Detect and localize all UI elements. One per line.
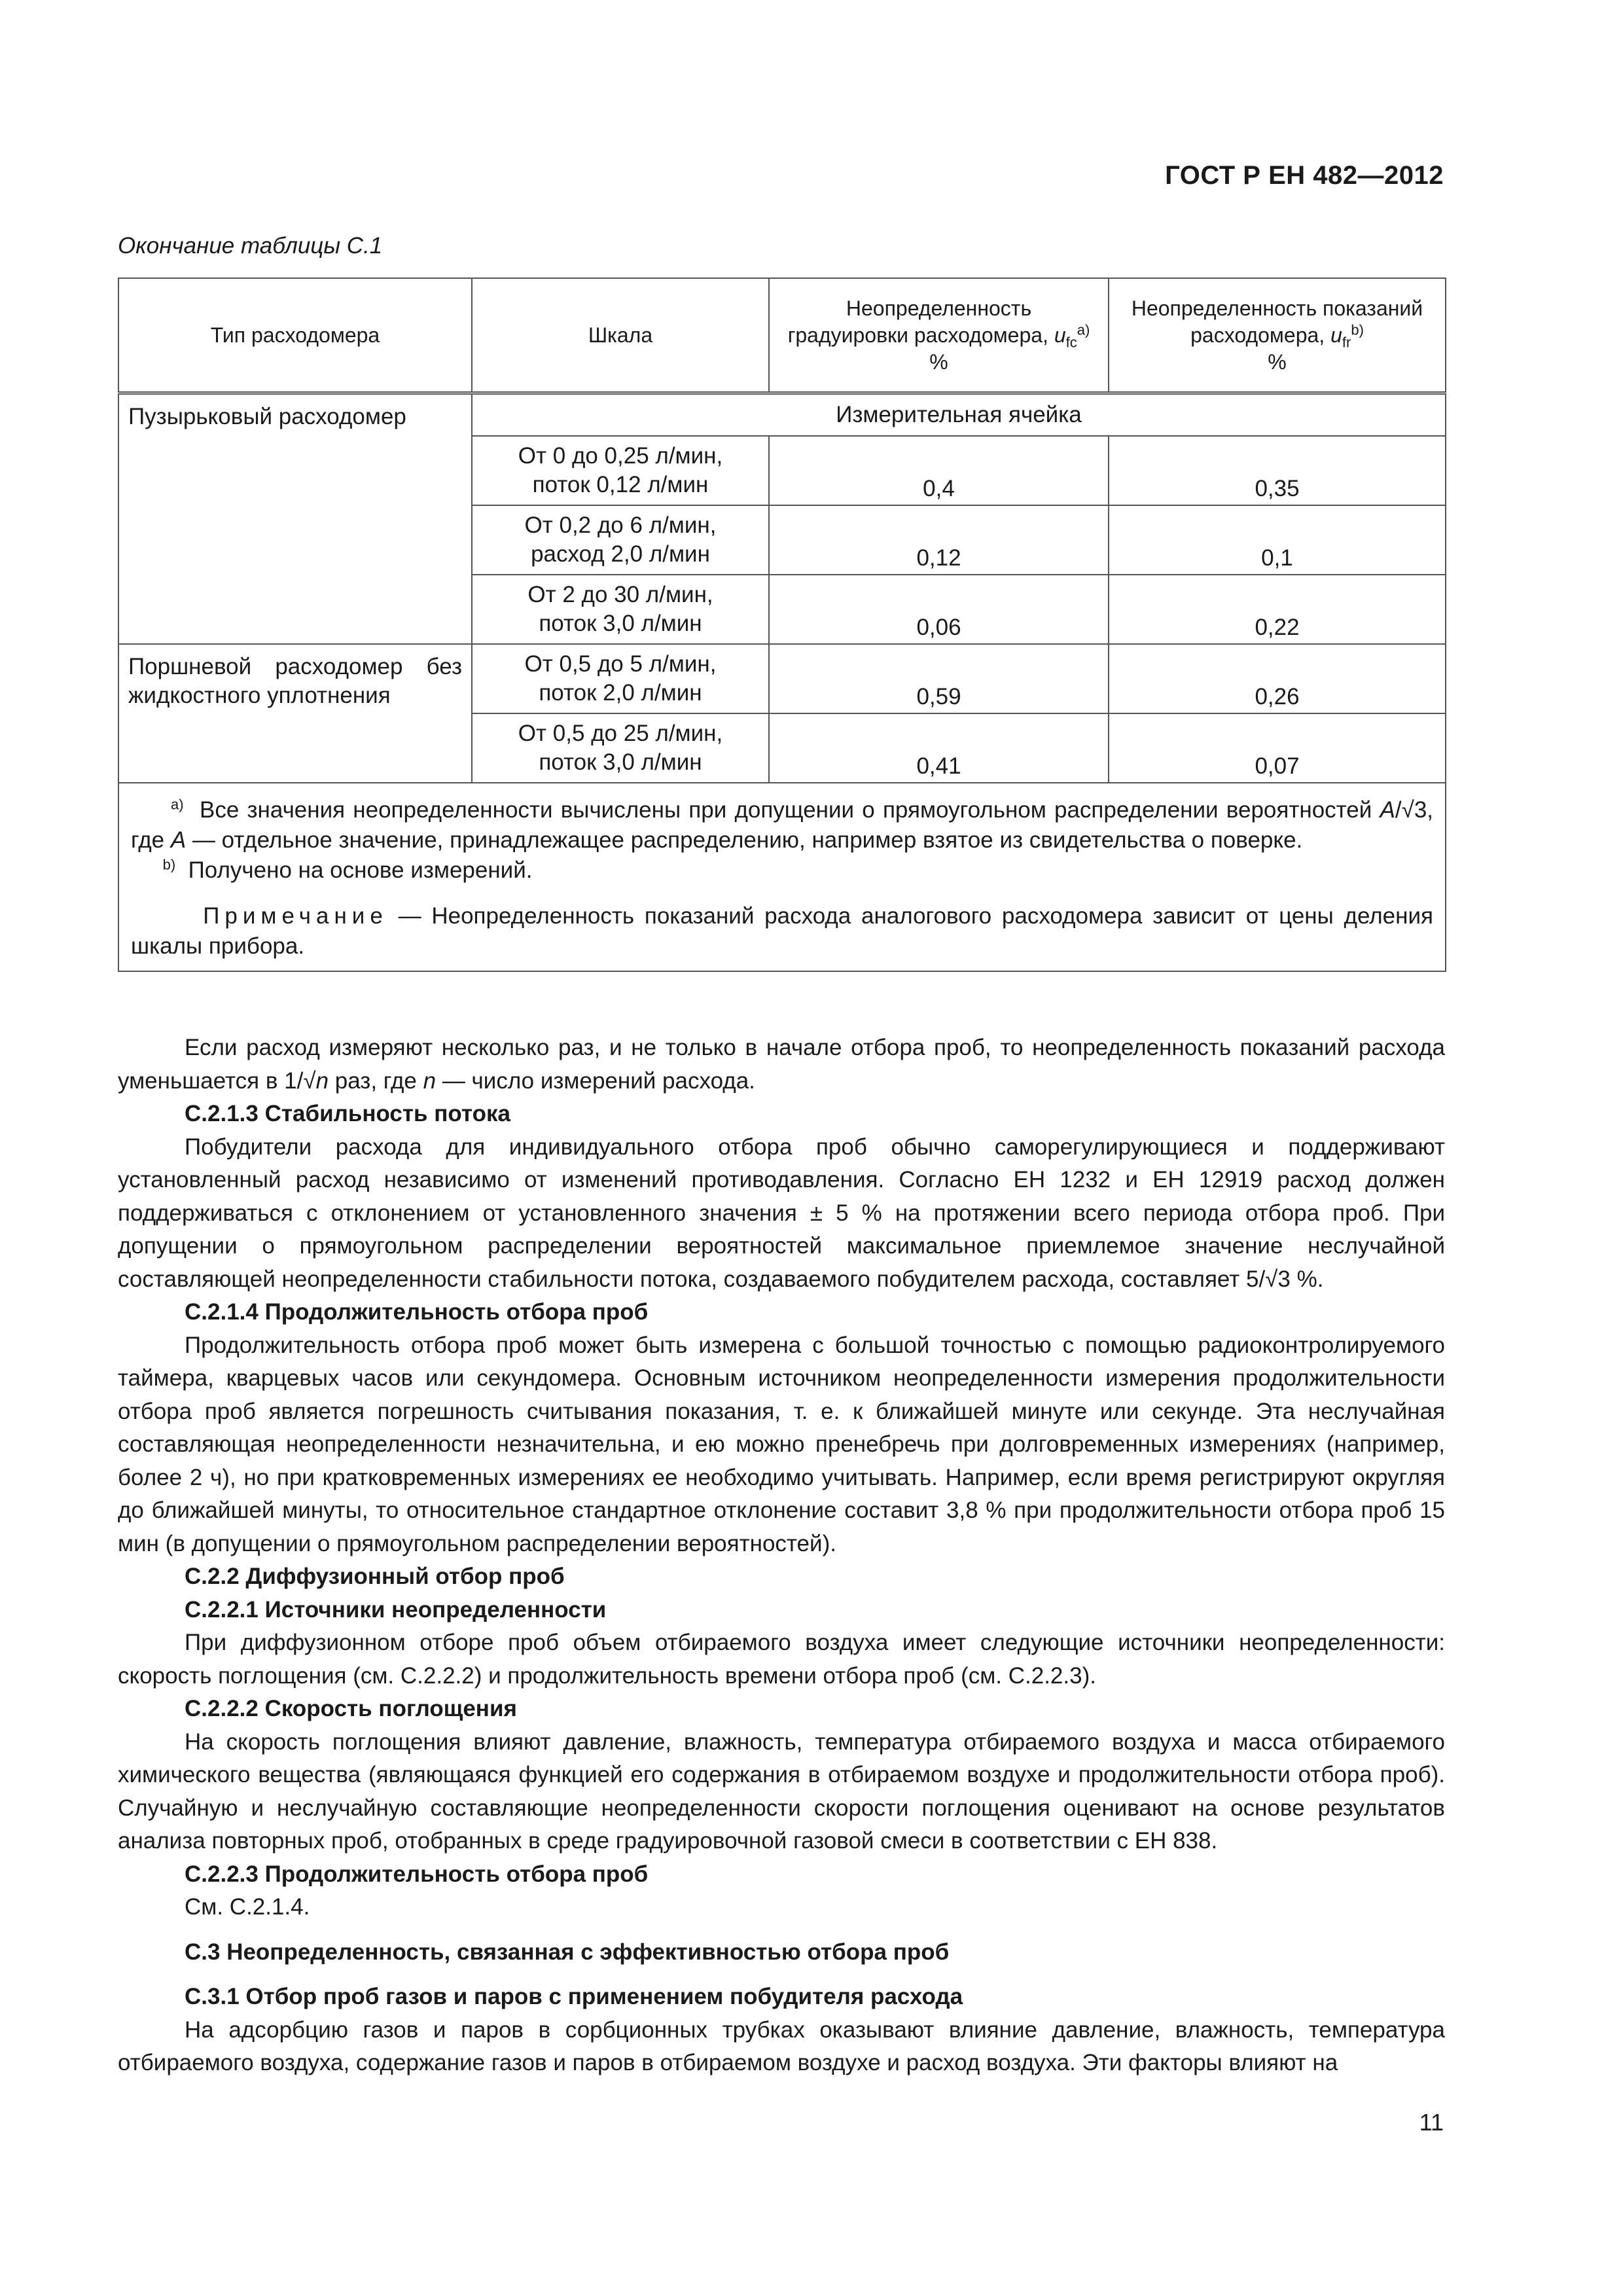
calib-footnote-ref: a) <box>1077 321 1090 338</box>
table-note <box>131 901 1433 961</box>
footnote-a <box>131 795 1433 855</box>
reading-value: 0,22 <box>1109 575 1446 644</box>
paragraph: См. С.2.1.4. <box>185 1894 310 1920</box>
calib-symbol: u <box>1054 323 1066 347</box>
page-number: 11 <box>1419 2109 1444 2136</box>
footnote-a-text: Все значения неопределенности вычислены при допущении о прямоугольном распределении вероятностей <box>199 797 1380 823</box>
col-header-calibration <box>769 278 1109 393</box>
calib-value: 0,12 <box>769 505 1109 575</box>
calib-value: 0,4 <box>769 436 1109 505</box>
footnote-a-text: — отдельное значение, принадлежащее распределению, например взятое из свидетельства о поверке. <box>186 827 1303 853</box>
scale-line: От 2 до 30 л/мин, <box>527 582 713 607</box>
table-row <box>118 644 1446 713</box>
table-caption: Окончание таблицы С.1 <box>118 233 383 259</box>
paragraph <box>118 1031 1445 1098</box>
footnote-b-text: Получено на основе измерений. <box>188 857 533 883</box>
paragraph-text: Если расход измеряют несколько раз, и не только в начале отбора проб, то неопределенность показаний расхода уменьшается в 1/√ <box>118 1035 1445 1094</box>
body-text <box>118 1031 1445 2080</box>
calib-unit: % <box>929 350 948 374</box>
paragraph: На скорость поглощения влияют давление, влажность, температура отбираемого воздуха и масса отбираемого химического вещества (являющаяся функцией его содержания в отбираемом воздухе и продолжительности отбора проб). Случайную и неслучайную составляющие неопределенности скорости поглощения оценивают на основе результатов анализа повторных проб, отобранных в среде градуировочной газовой смеси в соответствии с ЕН 838. <box>118 1729 1445 1854</box>
scale-line: поток 0,12 л/мин <box>532 472 709 497</box>
footnote-a-symbol: A <box>1380 797 1395 823</box>
read-header-line2: расходомера, <box>1190 323 1331 347</box>
section-heading: С.2.1.3 Стабильность потока <box>185 1101 510 1126</box>
footnote-a-symbol: A <box>170 827 187 853</box>
reading-value: 0,1 <box>1109 505 1446 575</box>
scale-line: расход 2,0 л/мин <box>531 541 710 567</box>
document-code: ГОСТ Р ЕН 482—2012 <box>1165 161 1444 190</box>
scale-line: поток 3,0 л/мин <box>539 611 702 636</box>
calib-header-line2: градуировки расходомера, <box>787 323 1054 347</box>
scale-line: От 0,2 до 6 л/мин, <box>524 512 717 538</box>
scale-cell <box>472 713 769 783</box>
scale-line: поток 3,0 л/мин <box>539 749 702 775</box>
scale-cell <box>472 436 769 505</box>
reading-value: 0,26 <box>1109 644 1446 713</box>
flowmeter-type-bubble: Пузырьковый расходомер <box>118 393 472 645</box>
scale-line: поток 2,0 л/мин <box>539 680 702 706</box>
section-heading: С.3.1 Отбор проб газов и паров с применением побудителя расхода <box>185 1984 963 2009</box>
paragraph: Побудители расхода для индивидуального отбора проб обычно саморегулирующиеся и поддерживают установленный расход независимо от изменений противодавления. Согласно ЕН 1232 и ЕН 12919 расход должен поддерживаться с отклонением от установленного значения ± 5 % на протяжении всего периода отбора проб. При допущении о прямоугольном распределении вероятностей максимальное приемлемое значение неслучайной составляющей неопределенности стабильности потока, создаваемого побудителем расхода, составляет 5/√3 %. <box>118 1134 1445 1292</box>
flowmeter-table <box>118 278 1446 972</box>
calib-value: 0,59 <box>769 644 1109 713</box>
table-row <box>118 393 1446 437</box>
table-subheader: Измерительная ячейка <box>472 393 1446 437</box>
flowmeter-type-piston: Поршневой расходомер без жидкостного уплотнения <box>118 644 472 783</box>
section-heading: С.2.1.4 Продолжительность отбора проб <box>185 1299 649 1325</box>
section-heading: С.2.2.3 Продолжительность отбора проб <box>185 1861 649 1887</box>
section-heading: С.2.2.1 Источники неопределенности <box>185 1596 607 1623</box>
calib-value: 0,41 <box>769 713 1109 783</box>
read-unit: % <box>1268 350 1287 374</box>
calib-value: 0,06 <box>769 575 1109 644</box>
note-label: Примечание <box>203 903 388 929</box>
section-heading: С.2.2.2 Скорость поглощения <box>185 1696 517 1721</box>
reading-value: 0,35 <box>1109 436 1446 505</box>
reading-value: 0,07 <box>1109 713 1446 783</box>
symbol-n: n <box>423 1067 437 1094</box>
symbol-n: n <box>315 1067 329 1094</box>
section-heading: С.2.2 Диффузионный отбор проб <box>185 1564 565 1589</box>
footnote-a-mark: a) <box>171 796 184 813</box>
col-header-reading <box>1109 278 1446 393</box>
paragraph-text: раз, где <box>329 1067 423 1094</box>
note-text: — Неопределенность показаний расхода аналогового расходомера зависит от цены деления шкалы прибора. <box>131 903 1433 959</box>
table-footnotes <box>118 783 1446 971</box>
scale-line: От 0 до 0,25 л/мин, <box>518 443 723 469</box>
read-footnote-ref: b) <box>1351 321 1364 338</box>
footnote-a-text: /√3, где <box>131 797 1434 853</box>
read-subscript: fr <box>1342 333 1351 350</box>
table-header-row <box>118 278 1446 393</box>
table-footnote-row <box>118 783 1446 971</box>
paragraph: На адсорбцию газов и паров в сорбционных трубках оказывают влияние давление, влажность, температура отбираемого воздуха, содержание газов и паров в отбираемом воздухе и расход воздуха. Эти факторы влияют на <box>118 2017 1445 2075</box>
col-header-scale: Шкала <box>472 278 769 393</box>
footnote-b-mark: b) <box>162 856 176 873</box>
scale-cell <box>472 505 769 575</box>
read-symbol: u <box>1330 323 1342 347</box>
paragraph-text: — число измерений расхода. <box>436 1067 755 1094</box>
scale-line: От 0,5 до 25 л/мин, <box>518 721 723 746</box>
calib-subscript: fc <box>1065 333 1077 350</box>
paragraph: При диффузионном отборе проб объем отбираемого воздуха имеет следующие источники неопределенности: скорость поглощения (см. С.2.2.2) и продолжительность времени отбора проб (см. С.2.2.3). <box>118 1630 1445 1689</box>
section-heading: С.3 Неопределенность, связанная с эффективностью отбора проб <box>185 1939 950 1965</box>
scale-line: От 0,5 до 5 л/мин, <box>524 651 717 677</box>
read-header-line1: Неопределенность показаний <box>1131 296 1423 320</box>
scale-cell <box>472 575 769 644</box>
scale-cell <box>472 644 769 713</box>
calib-header-line1: Неопределенность <box>846 296 1032 320</box>
footnote-b <box>131 855 1433 886</box>
col-header-type: Тип расходомера <box>118 278 472 393</box>
paragraph: Продолжительность отбора проб может быть измерена с большой точностью с помощью радиоконтролируемого таймера, кварцевых часов или секундомера. Основным источником неопределенности измерения продолжительности отбора проб является погрешность считывания показания, т. е. к ближайшей минуте или секунде. Эта неслучайная составляющая неопределенности незначительна, и ею можно пренебречь при долговременных измерениях (например, более 2 ч), но при кратковременных измерениях ее необходимо учитывать. Например, если время регистрируют округляя до ближайшей минуты, то относительное стандартное отклонение составит 3,8 % при продолжительности отбора проб 15 мин (в допущении о прямоугольном распределении вероятностей). <box>118 1332 1445 1556</box>
